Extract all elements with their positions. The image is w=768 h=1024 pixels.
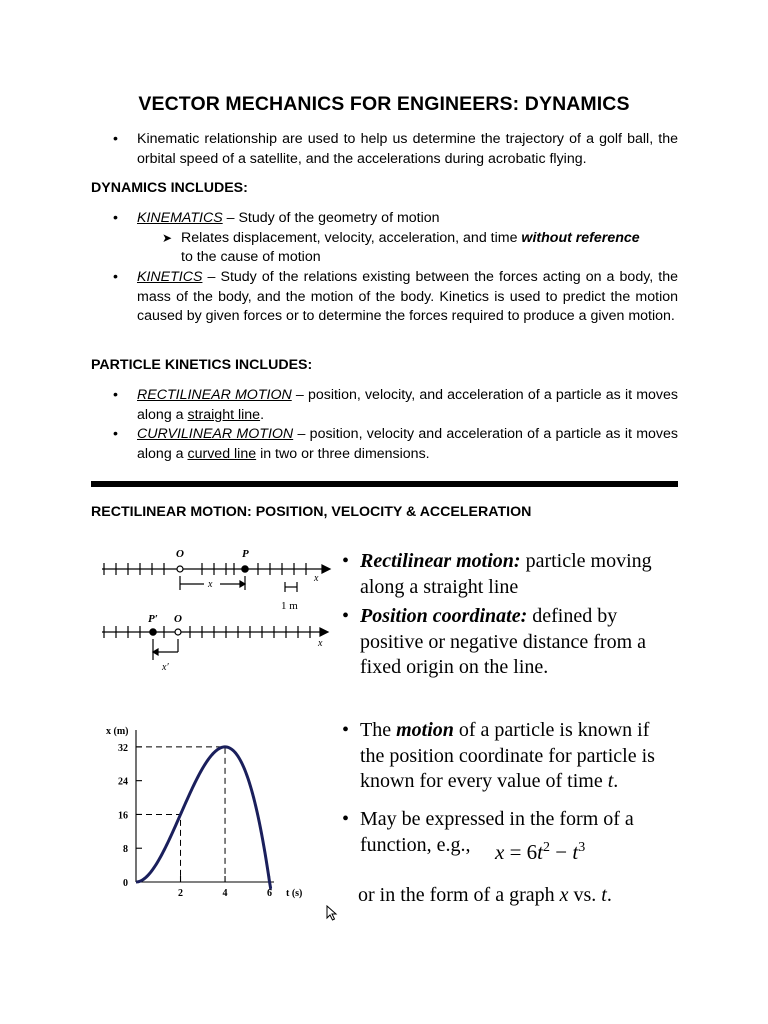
bullet: • xyxy=(342,605,350,627)
rectilinear-definition: – position, velocity, and acceleration of a particle as it moves along a xyxy=(137,387,678,423)
formula-exp2: 3 xyxy=(578,840,586,855)
slide-b2-rest: defined by xyxy=(527,605,618,627)
label-origin-o2: O xyxy=(174,613,182,625)
slide-b4-line2: function, e.g., xyxy=(360,833,471,856)
slide-last-line xyxy=(358,883,678,909)
kinetics-term: KINETICS xyxy=(137,269,203,285)
x-tick-label: 6 xyxy=(267,888,273,899)
rectilinear-item xyxy=(113,386,678,425)
slide-last-end: . xyxy=(606,884,612,906)
y-tick-label: 32 xyxy=(118,742,128,754)
formula-minus: − xyxy=(550,840,573,864)
bullet: • xyxy=(113,210,118,226)
formula-x: x xyxy=(495,840,505,864)
slide-last-vs: vs. xyxy=(568,884,602,906)
var-t: t xyxy=(607,770,614,792)
label-x-axis-1: x xyxy=(314,573,319,584)
particle-kinetics-heading: PARTICLE KINETICS INCLUDES: xyxy=(91,357,313,373)
label-x-axis-2: x xyxy=(318,638,323,649)
kinematics-sub-emphasis: without reference xyxy=(521,230,640,246)
kinetics-definition: – Study of the relations existing between the forces acting on a body, the mass of the body, and the motion of the body. Kinetics is used to predict the motion caused by given forces or to determine the forces required to produce a given motion. xyxy=(137,269,678,324)
slide-b2-line2: positive or negative distance from a xyxy=(360,630,647,653)
curved-line-term: curved line xyxy=(187,445,257,462)
y-tick-label: 24 xyxy=(118,776,128,788)
slide-b3-line3: known for every value of time xyxy=(360,770,608,792)
kinematics-term: KINEMATICS xyxy=(137,210,223,226)
formula-t2: t xyxy=(572,840,579,864)
arrow-icon: ➤ xyxy=(162,231,173,245)
bullet: • xyxy=(342,719,350,741)
kinematics-item xyxy=(113,209,678,229)
var-x: x xyxy=(559,884,569,906)
bullet: • xyxy=(342,808,350,830)
slide-b3-end: . xyxy=(613,770,619,792)
slide-text xyxy=(90,532,678,924)
label-1m: 1 m xyxy=(281,600,298,612)
slide-last-pre: or in the form of a graph xyxy=(358,884,560,906)
slide-b3-rest: of a particle is known if xyxy=(453,719,650,741)
intro-text: Kinematic relationship are used to help us determine the trajectory of a golf ball, the orbital speed of a satellite, and the accelerations during acrobatic flying. xyxy=(137,131,678,167)
kinematics-definition: – Study of the geometry of motion xyxy=(222,210,440,226)
slide-b4-line1: May be expressed in the form of a xyxy=(360,808,634,830)
formula-exp1: 2 xyxy=(543,840,551,855)
curvilinear-end: in two or three dimensions. xyxy=(256,445,430,462)
label-x-distance: x xyxy=(208,579,213,590)
section-divider xyxy=(91,481,678,487)
y-tick-label: 0 xyxy=(123,878,128,889)
rectilinear-term: RECTILINEAR MOTION xyxy=(137,387,292,403)
slide-b1-line2: along a straight line xyxy=(360,575,519,598)
x-tick-label: 2 xyxy=(178,888,184,899)
slide-b2-line3: fixed origin on the line. xyxy=(360,656,549,678)
intro-paragraph xyxy=(113,130,678,169)
curvilinear-definition: – position, velocity and acceleration of a particle as it moves along a xyxy=(137,426,678,462)
bullet: • xyxy=(113,269,118,285)
x-axis-label: t (s) xyxy=(286,888,303,899)
label-point-p: P xyxy=(242,548,249,560)
slide-b1-rest: particle moving xyxy=(520,550,652,572)
slide-bullet-1 xyxy=(342,549,678,600)
y-tick-label: 8 xyxy=(123,844,128,856)
formula-eq: = 6 xyxy=(504,840,538,864)
kinematics-sub-line2: to the cause of motion xyxy=(181,249,321,265)
kinematics-subpoint xyxy=(162,229,678,249)
bullet: • xyxy=(113,131,118,147)
bullet: • xyxy=(342,550,350,572)
slide-bullet-2 xyxy=(342,604,678,681)
page-title: VECTOR MECHANICS FOR ENGINEERS: DYNAMICS xyxy=(138,93,630,115)
y-axis-label: x (m) xyxy=(106,726,129,737)
slide-bullet-3 xyxy=(342,718,678,795)
bullet: • xyxy=(113,426,118,442)
slide-b3-pre: The xyxy=(360,719,397,741)
label-origin-o: O xyxy=(176,548,184,560)
slide-b3-line2: the position coordinate for particle is xyxy=(360,744,655,767)
var-t2: t xyxy=(601,884,607,906)
rectilinear-motion-term: Rectilinear motion: xyxy=(360,550,521,572)
curvilinear-term: CURVILINEAR MOTION xyxy=(137,426,294,442)
kinetics-item xyxy=(113,268,678,327)
x-tick-label: 4 xyxy=(222,888,228,899)
rectilinear-end: . xyxy=(260,406,265,423)
position-coordinate-term: Position coordinate: xyxy=(360,605,528,627)
kinematics-sub-text: Relates displacement, velocity, acceleration, and time xyxy=(181,230,522,246)
slide-figure xyxy=(90,532,678,924)
bullet: • xyxy=(113,387,118,403)
dynamics-heading: DYNAMICS INCLUDES: xyxy=(91,180,248,196)
label-x-prime: x′ xyxy=(162,662,169,673)
motion-term: motion xyxy=(396,719,454,741)
straight-line-term: straight line xyxy=(187,406,261,423)
cursor-icon xyxy=(326,905,338,921)
formula-t1: t xyxy=(537,840,544,864)
label-point-pprime: P′ xyxy=(148,613,158,625)
formula xyxy=(495,840,585,865)
y-tick-label: 16 xyxy=(118,810,128,822)
curvilinear-item xyxy=(113,425,678,464)
section-heading: RECTILINEAR MOTION: POSITION, VELOCITY & ACCELERATION xyxy=(91,504,532,520)
